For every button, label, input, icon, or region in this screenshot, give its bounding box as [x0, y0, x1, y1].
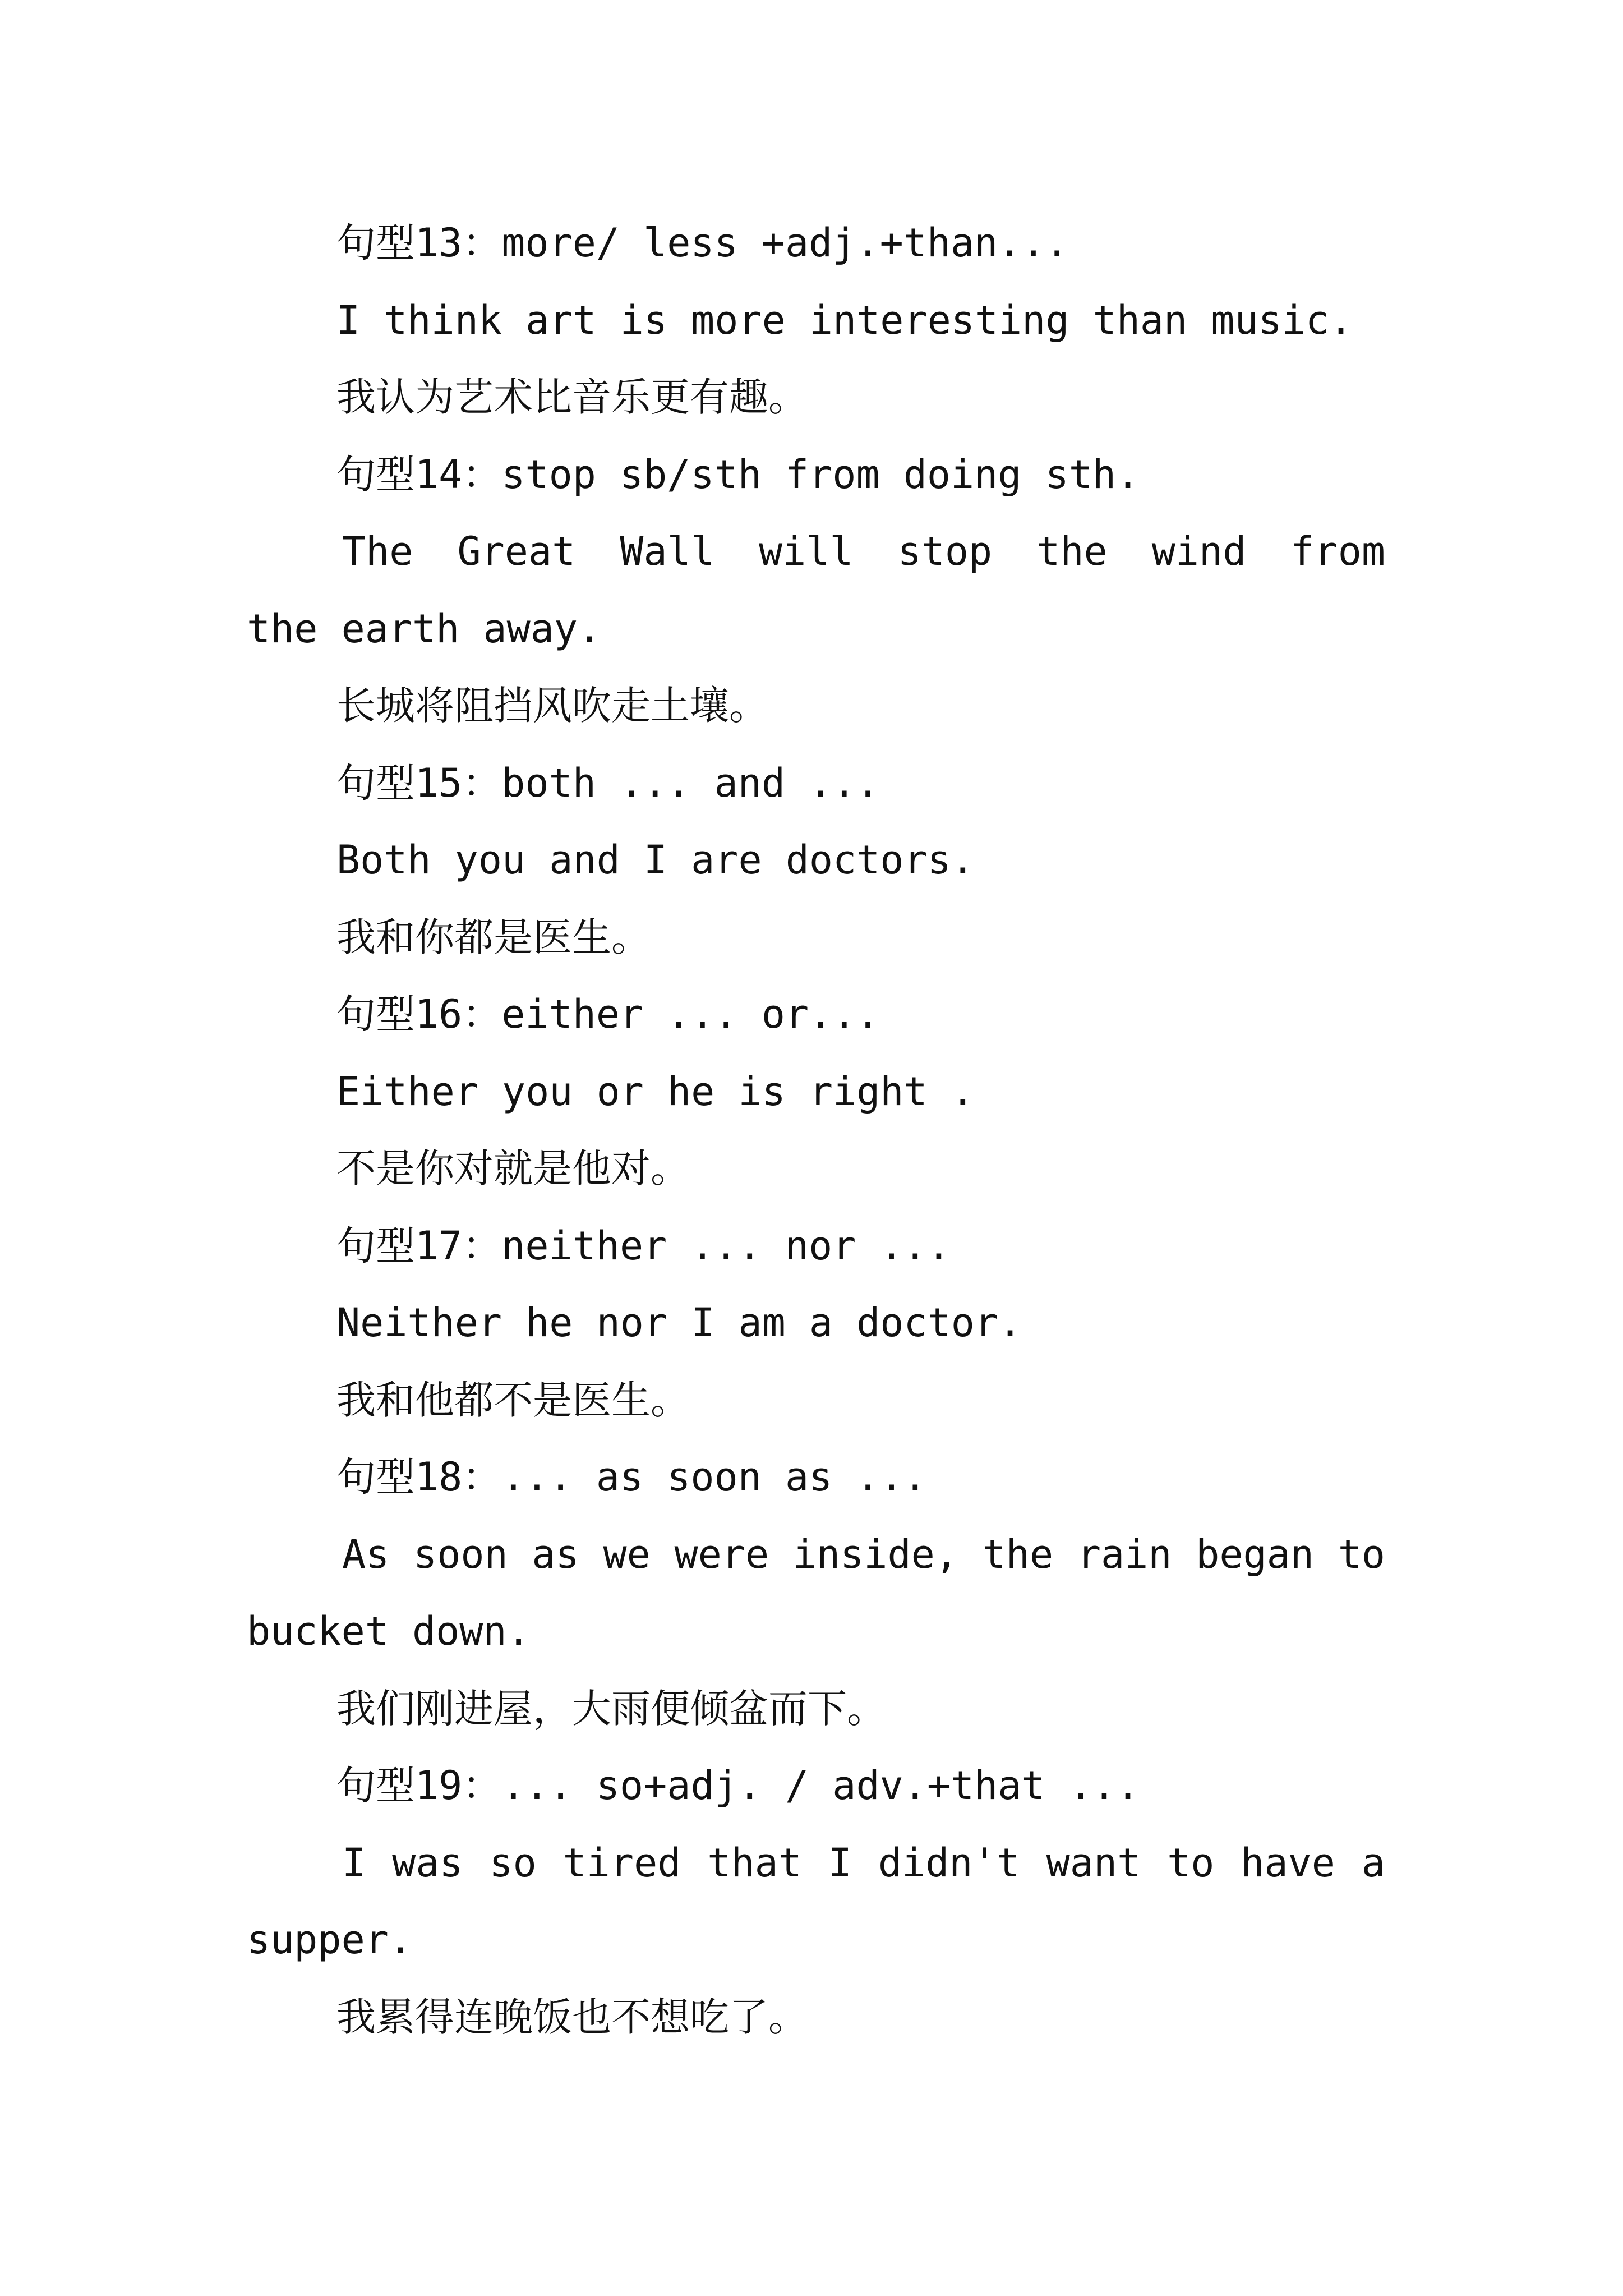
pattern-17-translation: 我和他都不是医生。: [336, 1377, 690, 1423]
pattern-18-heading: 句型18：... as soon as ...: [336, 1454, 927, 1500]
pattern-14-translation: 长城将阻挡风吹走土壤。: [336, 683, 768, 729]
pattern-13-heading: 句型13：more/ less +adj.+than...: [336, 220, 1069, 266]
pattern-17-heading: 句型17：neither ... nor ...: [336, 1222, 951, 1269]
pattern-16-heading: 句型16：either ... or...: [336, 991, 880, 1037]
pattern-14-heading: 句型14：stop sb/sth from doing sth.: [336, 451, 1140, 498]
pattern-19-example-line-2: supper.: [247, 1917, 413, 1963]
pattern-14-example-line-2: the earth away.: [247, 605, 602, 652]
pattern-17-example: Neither he nor I am a doctor.: [336, 1300, 1022, 1346]
pattern-16-example: Either you or he is right .: [336, 1068, 975, 1115]
pattern-13-translation: 我认为艺术比音乐更有趣。: [336, 374, 808, 420]
pattern-19-example-line-1: I was so tired that I didn't want to have a: [342, 1839, 1385, 1886]
document-body: [247, 205, 1385, 2056]
pattern-19-heading: 句型19：... so+adj. / adv.+that ...: [336, 1763, 1140, 1809]
pattern-18-translation: 我们刚进屋，大雨便倾盆而下。: [336, 1685, 886, 1732]
pattern-15-translation: 我和你都是医生。: [336, 914, 651, 960]
pattern-18-example-line-2: bucket down.: [247, 1608, 531, 1654]
pattern-13-example: I think art is more interesting than music.: [336, 297, 1353, 343]
pattern-14-example-line-1: The Great Wall will stop the wind from: [342, 528, 1385, 574]
pattern-19-translation: 我累得连晚饭也不想吃了。: [336, 1994, 808, 2040]
pattern-16-translation: 不是你对就是他对。: [336, 1145, 690, 1191]
pattern-15-example: Both you and I are doctors.: [336, 837, 975, 883]
pattern-15-heading: 句型15：both ... and ...: [336, 760, 880, 806]
pattern-18-example-line-1: As soon as we were inside, the rain began to: [342, 1531, 1385, 1577]
